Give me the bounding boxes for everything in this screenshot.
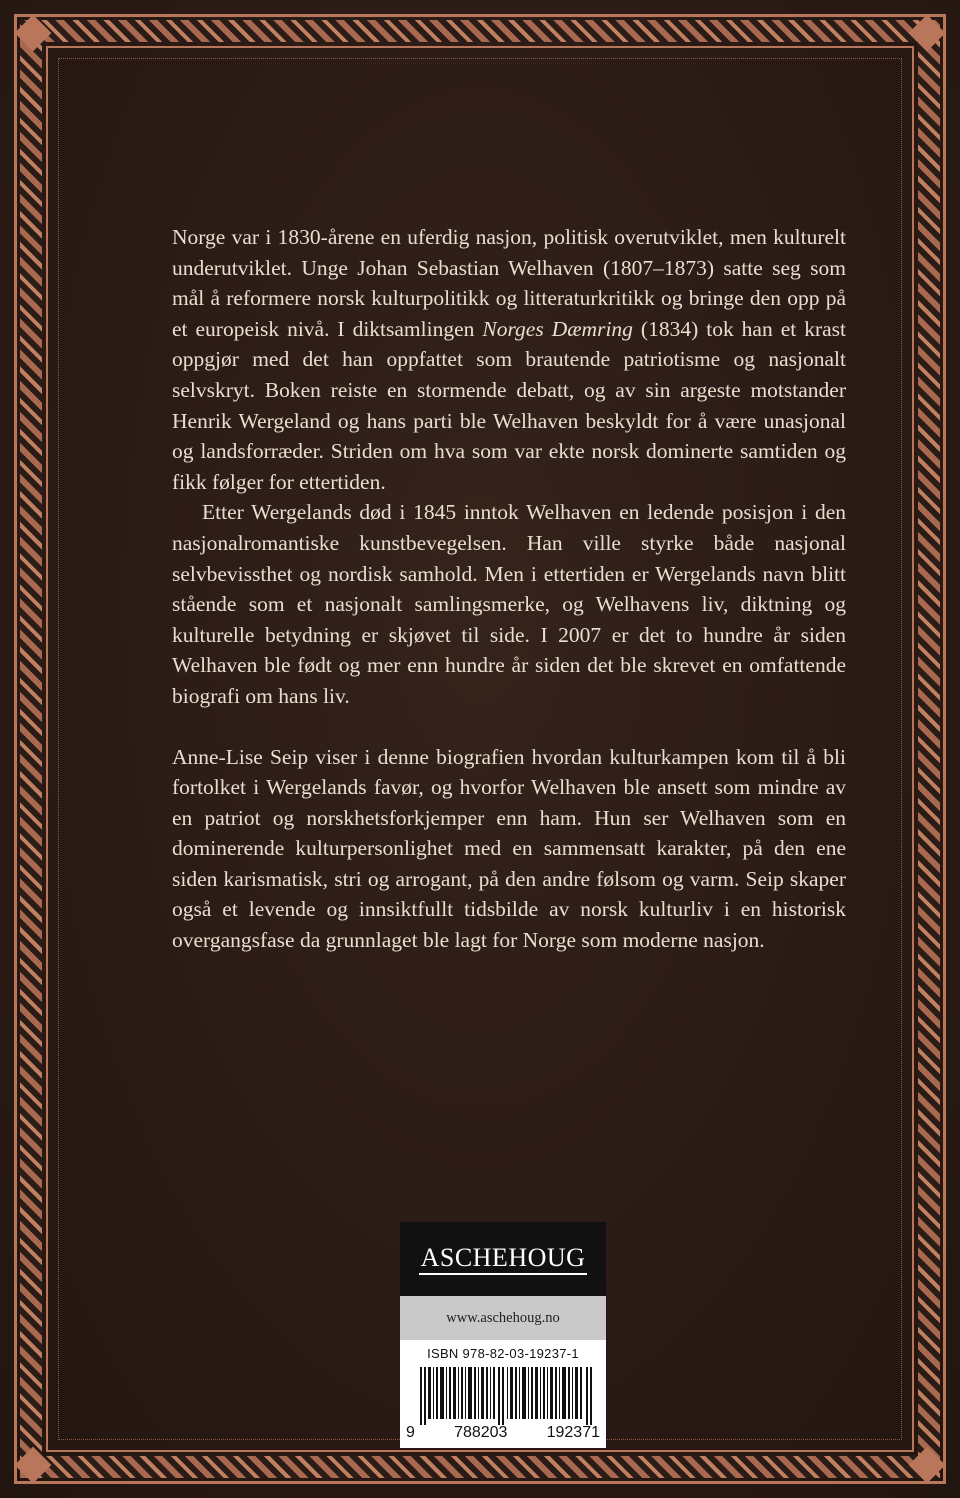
barcode-digit-group-3: 192371 xyxy=(546,1424,600,1441)
publisher-url: www.aschehoug.no xyxy=(400,1296,606,1340)
blurb-paragraph-1 xyxy=(172,222,846,497)
publisher-barcode-box xyxy=(400,1222,606,1448)
barcode-digit-group-2: 788203 xyxy=(454,1424,508,1441)
publisher-logo: ASCHEHOUG xyxy=(419,1243,588,1275)
blurb-paragraph-3: Anne-Lise Seip viser i denne biografien hvordan kulturkampen kom til å bli fortolket i Wergelands favør, og hvorfor Welhaven ble ansett som mindre av en patriot og norskhetsforkjemper enn ham. Hun ser Welhaven som en dominerende kulturpersonlighet med en sammensatt karakter, på den ene siden karismatisk, stri og arrogant, på den andre følsom og varm. Seip skaper også et levende og innsiktfullt tidsbilde av norsk kulturliv i en historisk overgangsfase da grunnlaget ble lagt for Norge som moderne nasjon. xyxy=(172,744,846,953)
blurb-text xyxy=(172,222,846,956)
blurb-paragraph-2: Etter Wergelands død i 1845 inntok Welhaven en ledende posisjon i den nasjonalromantiske kunstbevegelsen. Han ville styrke både nasjonal selvbevissthet og nordisk samhold. Men i ettertiden er Wergelands navn blitt stående som et nasjonalt samlingsmerke, og Welhavens liv, diktning og kulturelle betydning er skjøvet til side. I 2007 er det to hundre år siden Welhaven ble født og mer enn hundre år siden det ble skrevet en omfattende biografi om hans liv. xyxy=(172,500,846,708)
blurb-paragraph-1-start: Norge var i 1830-årene en uferdig nasjon, politisk overutviklet, men kulturelt underutviklet. Unge Johan Sebastian Welhaven (1807–1873) satte seg som mål å reformere norsk kulturpolitikk og litteraturkritikk og bringe den opp på et europeisk nivå. I diktsamlingen xyxy=(172,225,846,341)
blurb-paragraph-1-end: (1834) tok han et krast oppgjør med det han oppfattet som brautende patriotisme og nasjonalt selvskryt. Boken reiste en stormende debatt, og av sin argeste motstander Henrik Wergeland og hans parti ble Welhaven beskyldt for å være unasjonal og landsforræder. Striden om hva som var ekte norsk dominerte samtiden og fikk følger for ettertiden. xyxy=(172,316,846,494)
book-title-italic: Norges Dæmring xyxy=(482,316,633,341)
publisher-logo-area xyxy=(400,1222,606,1296)
isbn-label: ISBN 978-82-03-19237-1 xyxy=(427,1346,579,1361)
barcode-digits xyxy=(406,1424,600,1442)
barcode-digit-group-1: 9 xyxy=(406,1424,415,1441)
barcode-image xyxy=(420,1367,592,1425)
